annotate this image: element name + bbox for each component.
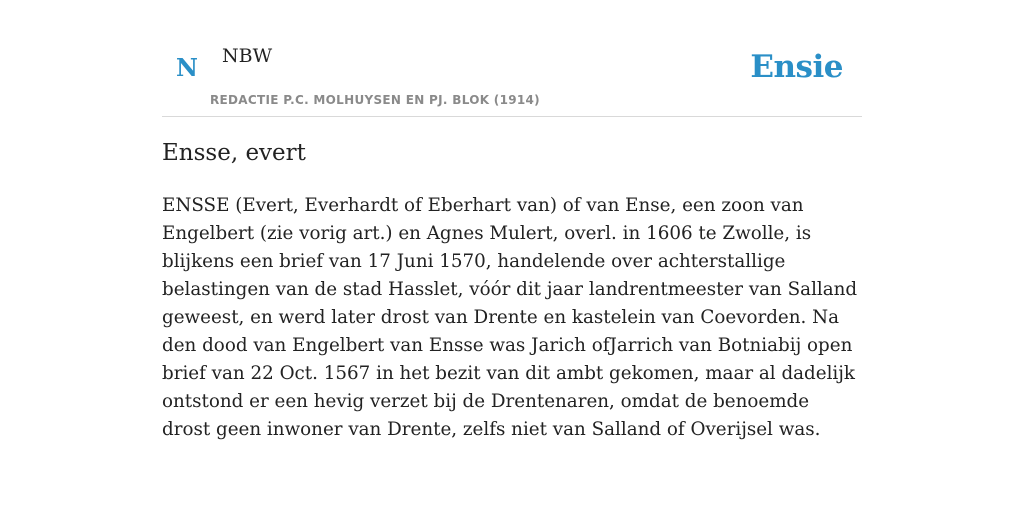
entry-title: Ensse, evert [162,140,306,166]
entry-body: ENSSE (Evert, Everhardt of Eberhart van) of van Ense, een zoon van Engelbert (zie vorig art.) en Agnes Mulert, overl. in 1606 te Zwolle, is blijkens een brief van 17 Juni 1570, handelende over achterstallige belastingen van de stad Hasslet, vóór dit jaar landrentmeester van Salland geweest, en werd later drost van Drente en kastelein van Coevorden. Na den dood van Engelbert van Ensse was Jarich ofJarrich van Botniabij open brief van 22 Oct. 1567 in het bezit van dit ambt gekomen, maar al dadelijk ontstond er een hevig verzet bij de Drentenaren, omdat de benoemde drost geen inwoner van Drente, zelfs niet van Salland of Overijsel was. [162,195,858,440]
brand-logo-link[interactable]: Ensie [750,49,843,85]
source-header [162,30,862,117]
source-subtitle: REDACTIE P.C. MOLHUYSEN EN PJ. BLOK (1914) [210,93,540,107]
source-logo[interactable]: N [176,53,198,82]
source-title-link[interactable]: NBW [222,45,273,67]
